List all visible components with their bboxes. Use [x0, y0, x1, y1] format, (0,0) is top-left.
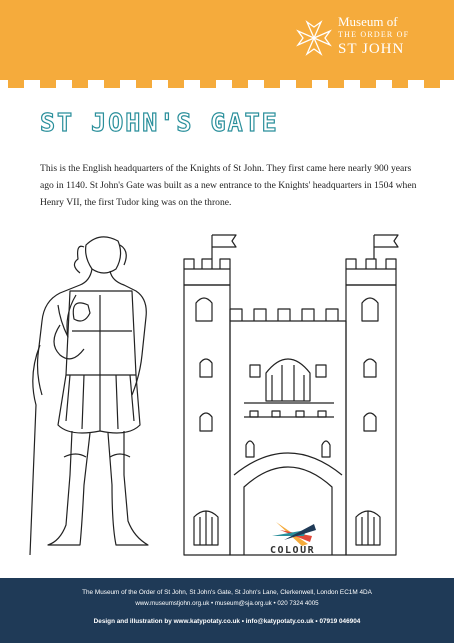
colour-logo-icon	[262, 516, 332, 572]
page-title: ST JOHN'S GATE	[40, 108, 279, 137]
st-johns-gate-illustration	[184, 235, 398, 555]
colouring-illustration	[0, 225, 454, 575]
colour-label: COLOUR	[270, 545, 316, 556]
museum-logo	[294, 14, 444, 64]
brand-line-3: ST JOHN	[338, 41, 405, 57]
maltese-cross-icon	[294, 18, 334, 58]
brand-line-1: Museum of	[338, 14, 398, 29]
footer-address: The Museum of the Order of St John, St John's Gate, St John's Lane, Clerkenwell, London EC1M 4DA	[82, 589, 372, 596]
header-crenellation	[0, 70, 454, 90]
footer-contact: www.museumstjohn.org.uk • museum@sja.org.uk • 020 7324 4005	[135, 600, 319, 607]
brand-line-2: THE ORDER OF	[338, 30, 410, 39]
footer	[0, 578, 454, 643]
footer-credit: Design and illustration by www.katypotaty.co.uk • info@katypotaty.co.uk • 07919 046904	[93, 618, 361, 625]
intro-paragraph: This is the English headquarters of the Knights of St John. They first came here nearly 900 years ago in 1140. St John's Gate was built as a new entrance to the Knights' headquarters in 1504 when Henry VII, the first Tudor king was on the throne.	[40, 162, 417, 208]
knight-illustration	[30, 237, 148, 555]
